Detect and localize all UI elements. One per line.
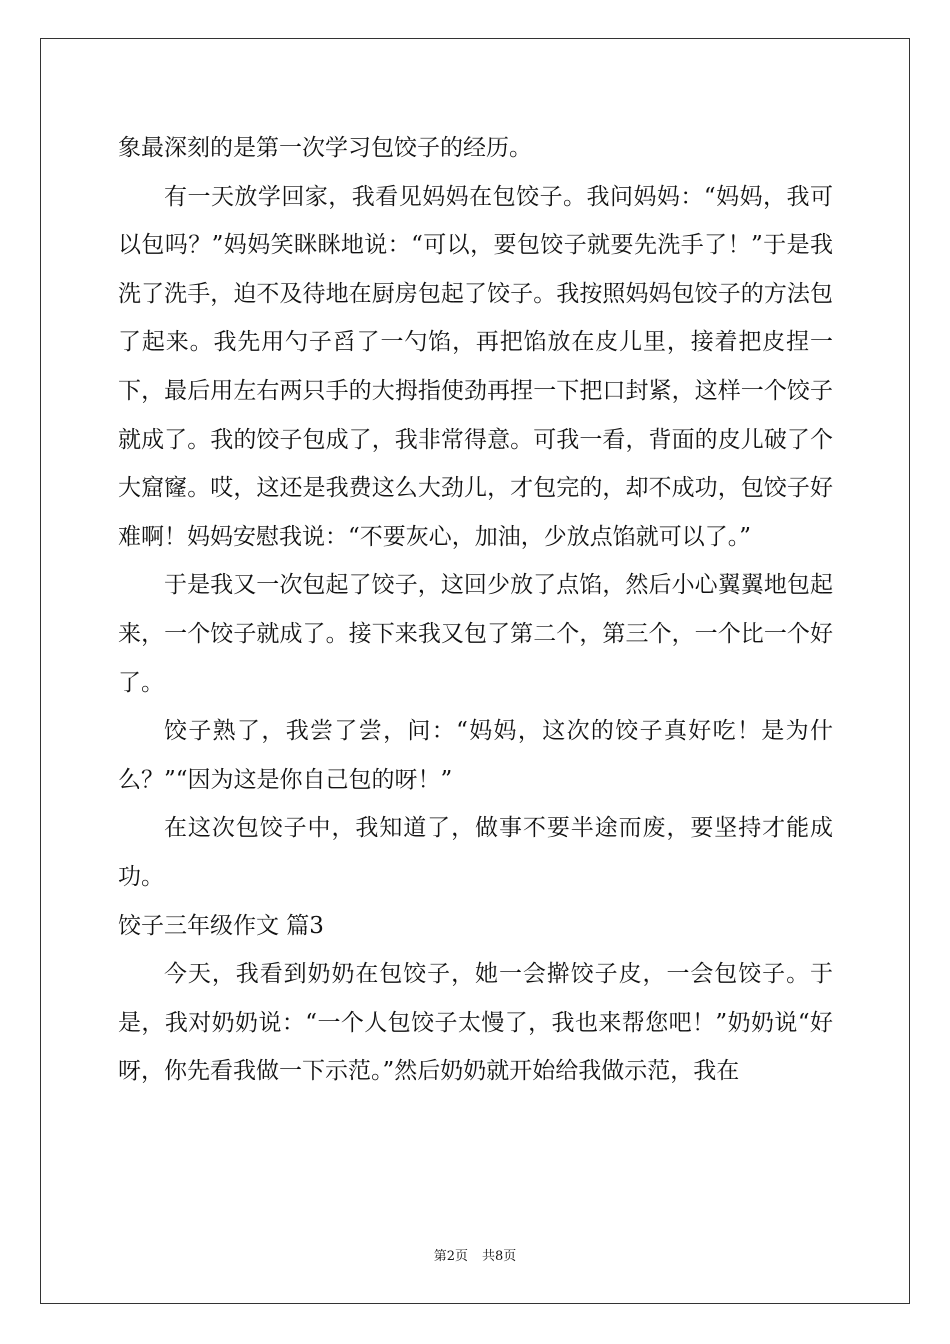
paragraph: 有一天放学回家，我看见妈妈在包饺子。我问妈妈：“妈妈，我可以包吗？”妈妈笑眯眯地说：“可以，要包饺子就要先洗手了！”于是我洗了洗手，迫不及待地在厨房包起了饺子。我按照妈妈包饺子的方法包了起来。我先用勺子舀了一勺馅，再把馅放在皮儿里，接着把皮捏一下，最后用左右两只手的大拇指使劲再捏一下把口封紧，这样一个饺子就成了。我的饺子包成了，我非常得意。可我一看，背面的皮儿破了个大窟窿。哎，这还是我费这么大劲儿，才包完的，却不成功，包饺子好难啊！妈妈安慰我说：“不要灰心，加油，少放点馅就可以了。”	[118, 183, 833, 550]
paragraph: 在这次包饺子中，我知道了，做事不要半途而废，要坚持才能成功。	[118, 815, 833, 890]
page-footer	[0, 1245, 950, 1264]
paragraph: 象最深刻的是第一次学习包饺子的经历。	[118, 135, 532, 161]
document-body	[118, 124, 833, 1096]
paragraph: 于是我又一次包起了饺子，这回少放了点馅，然后小心翼翼地包起来，一个饺子就成了。接下来我又包了第二个，第三个，一个比一个好了。	[118, 572, 833, 696]
page-total: 共8页	[482, 1249, 517, 1264]
page-number: 第2页	[433, 1249, 468, 1264]
paragraph: 今天，我看到奶奶在包饺子，她一会擀饺子皮，一会包饺子。于是，我对奶奶说：“一个人包饺子太慢了，我也来帮您吧！”奶奶说“好呀，你先看我做一下示范。”然后奶奶就开始给我做示范，我在	[118, 961, 833, 1085]
paragraph: 饺子熟了，我尝了尝，问：“妈妈，这次的饺子真好吃！是为什么？”“因为这是你自己包的呀！”	[118, 718, 833, 793]
section-heading: 饺子三年级作文 篇3	[118, 912, 324, 939]
